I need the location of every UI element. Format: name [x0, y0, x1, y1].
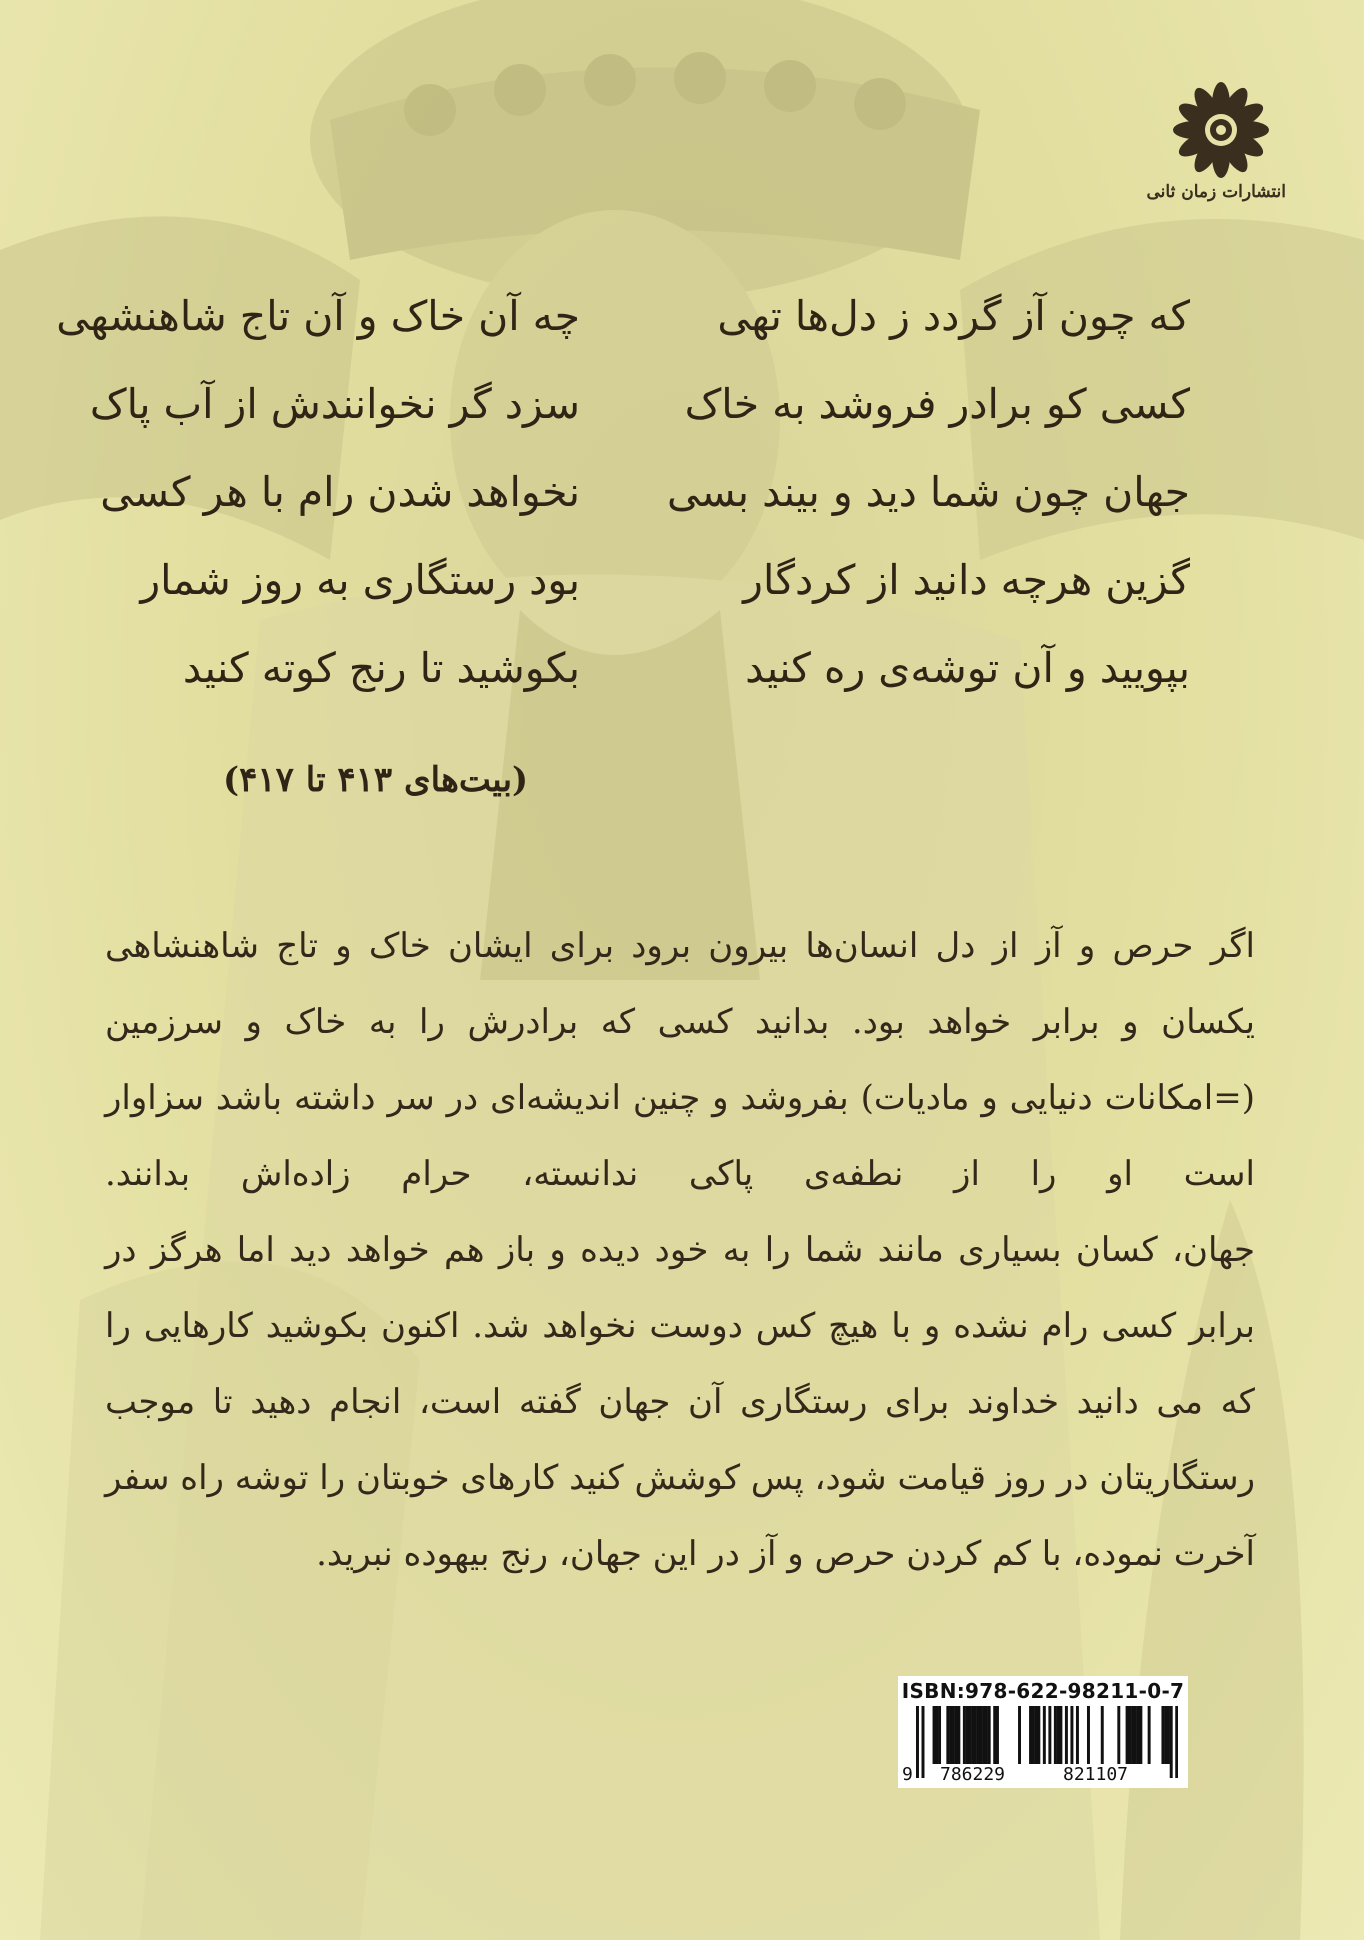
barcode-bar — [968, 1706, 971, 1764]
barcode-bar — [982, 1706, 985, 1764]
barcode-bar — [985, 1706, 988, 1764]
barcode-bar — [1057, 1706, 1060, 1764]
barcode-bar — [1018, 1706, 1021, 1764]
poem-block — [56, 272, 1190, 712]
barcode-bar — [955, 1706, 958, 1764]
barcode-bar — [1029, 1706, 1032, 1764]
barcode-bar — [935, 1706, 938, 1764]
poem-couplet — [182, 624, 1190, 712]
poem-hemistich-second: چه آن خاک و آن تاج شاهنشهی — [56, 292, 580, 340]
barcode-bar — [1167, 1706, 1170, 1764]
barcode-bar — [1134, 1706, 1137, 1764]
barcode-bar — [971, 1706, 974, 1764]
barcode-bar — [949, 1706, 952, 1764]
barcode-bar — [1175, 1706, 1178, 1778]
poem-hemistich-first: که چون آز گردد ز دل‌ها تهی — [717, 292, 1190, 340]
barcode-bar — [1070, 1706, 1073, 1764]
barcode-bar — [938, 1706, 941, 1764]
barcode-bar — [1037, 1706, 1040, 1764]
poem-couplet — [89, 360, 1190, 448]
barcode-bar — [1128, 1706, 1131, 1764]
barcode-bar — [1054, 1706, 1057, 1764]
poem-hemistich-second: بود رستگاری به روز شمار — [140, 556, 580, 604]
barcode-bar — [974, 1706, 977, 1764]
barcode-bar — [988, 1706, 991, 1764]
prose-paragraph: اگر حرص و آز از دل انسان‌ها بیرون برود برای ایشان خاک و تاج شاهنشاهی یکسان و برابر خواهد بود. بدانید کسی که برادرش را به خاک و سرزمین (=امکانات دنیایی و مادیات) بفروشد و چنین اندیشه‌ای در سر داشته باشد سزاوار است او را از نطفه‌ی پاکی ندانسته، حرام زاده‌اش بدانند. — [105, 926, 1255, 1194]
barcode-bar — [952, 1706, 955, 1764]
flower-rosette-icon — [1162, 80, 1280, 180]
barcode-bar — [1164, 1706, 1167, 1764]
barcode-bar — [946, 1706, 949, 1764]
barcode-bar — [993, 1706, 996, 1764]
poem-couplet — [100, 448, 1190, 536]
barcode-bar — [966, 1706, 969, 1764]
barcode-bar — [1170, 1706, 1173, 1778]
barcode-bar — [1101, 1706, 1104, 1764]
barcode-digits-right: 821107 — [1063, 1764, 1129, 1785]
barcode-bar — [933, 1706, 936, 1764]
barcode-bar — [1117, 1706, 1120, 1764]
poem-hemistich-second: سزد گر نخوانندش از آب پاک — [89, 380, 580, 428]
barcode-bar — [1161, 1706, 1164, 1764]
poem-hemistich-first: بپویید و آن توشه‌ی ره کنید — [745, 644, 1190, 692]
barcode-bar — [1137, 1706, 1140, 1764]
isbn-label: ISBN:978-622-98211-0-7 — [901, 1679, 1185, 1703]
poem-hemistich-second: نخواهد شدن رام با هر کسی — [100, 468, 580, 516]
barcode-bar — [916, 1706, 919, 1778]
prose-paragraph: جهان، کسان بسیاری مانند شما را به خود دیده و باز هم خواهد دید اما هرگز در برابر کسی رام نشده و با هیچ کس دوست نخواهد شد. اکنون بکوشید کارهایی را که می دانید خداوند برای رستگاری آن جهان گفته است، انجام دهید تا موجب رستگاریتان در روز قیامت شود، پس کوشش کنید کارهای خوبتان را توشه راه سفر آخرت نموده، با کم کردن حرص و آز در این جهان، رنج بیهوده نبرید. — [105, 1230, 1255, 1574]
poem-hemistich-second: بکوشید تا رنج کوته کنید — [182, 644, 580, 692]
barcode-digits-left: 786229 — [940, 1764, 1006, 1785]
barcode-bar — [1059, 1706, 1062, 1764]
poem-hemistich-first: گزین هرچه دانید از کردگار — [743, 556, 1190, 604]
barcode-bar — [922, 1706, 925, 1778]
barcode-bar — [979, 1706, 982, 1764]
verse-reference: (بیت‌های ۴۱۳ تا ۴۱۷) — [223, 760, 529, 800]
barcode-bar — [1032, 1706, 1035, 1764]
poem-couplet — [56, 272, 1190, 360]
publisher-logo — [1146, 80, 1286, 202]
barcode-bar — [1148, 1706, 1151, 1764]
prose-explanation — [105, 908, 1255, 1592]
poem-hemistich-first: جهان چون شما دید و بیند بسی — [666, 468, 1190, 516]
barcode-bar — [963, 1706, 966, 1764]
barcode-bar — [1139, 1706, 1142, 1764]
barcode-bar — [996, 1706, 999, 1764]
barcode-bar — [1043, 1706, 1046, 1764]
publisher-name: انتشارات زمان ثانی — [1146, 182, 1286, 202]
barcode-bar — [1048, 1706, 1051, 1764]
barcode-bar — [1065, 1706, 1068, 1764]
barcode-bar — [957, 1706, 960, 1764]
barcode-digit-lead: 9 — [902, 1764, 913, 1785]
barcode-bar — [1035, 1706, 1038, 1764]
isbn-barcode — [898, 1676, 1188, 1788]
barcode-bar — [1087, 1706, 1090, 1764]
poem-hemistich-first: کسی کو برادر فروشد به خاک — [684, 380, 1190, 428]
poem-couplet — [140, 536, 1190, 624]
barcode-bar — [1131, 1706, 1134, 1764]
barcode-bar — [1076, 1706, 1079, 1764]
barcode-bar — [1126, 1706, 1129, 1764]
barcode-bar — [977, 1706, 980, 1764]
